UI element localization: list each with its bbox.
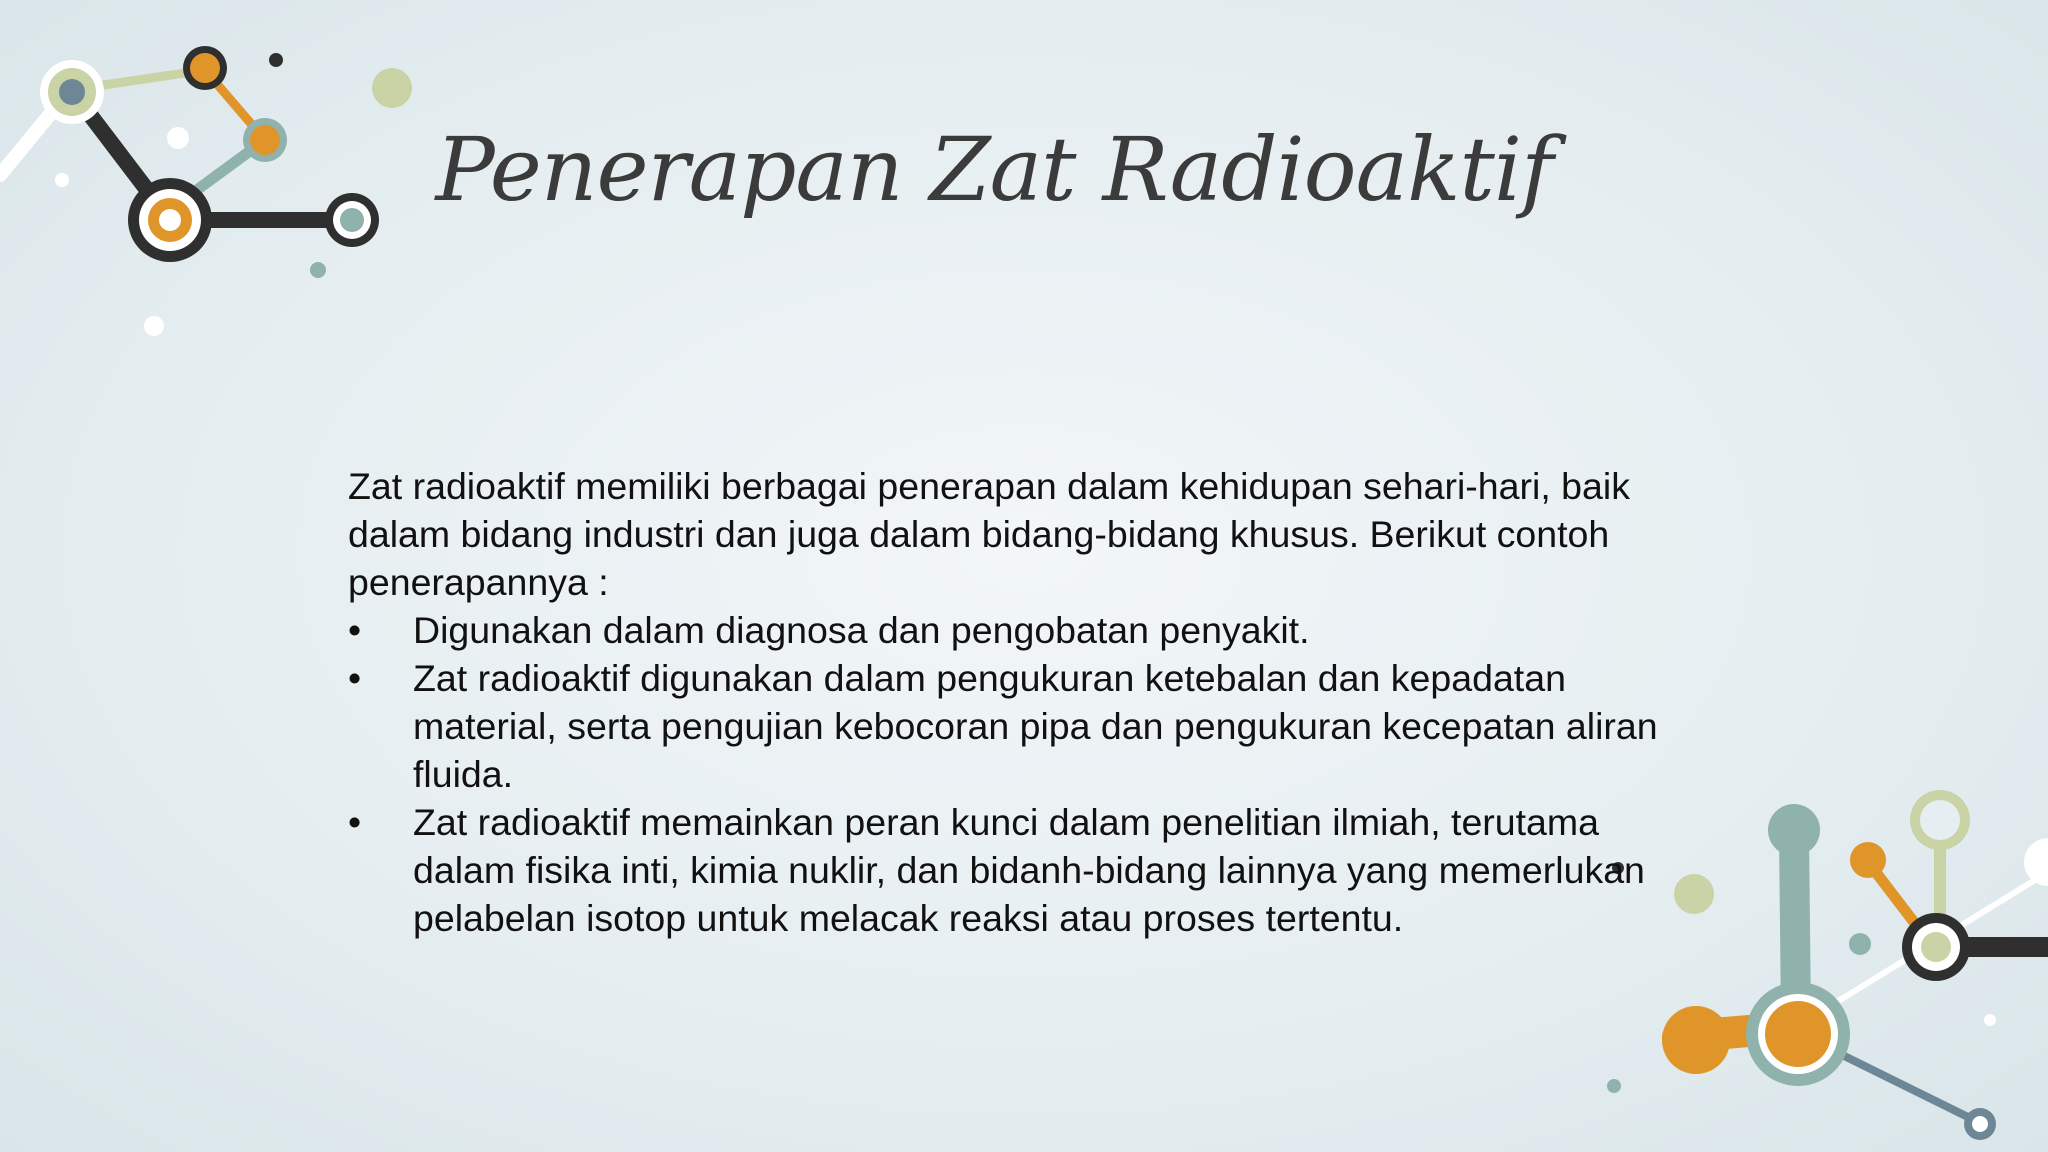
bullet-marker: • <box>348 657 362 699</box>
bullet-marker: • <box>348 801 362 843</box>
bullet-marker: • <box>348 609 362 651</box>
slide-title-text: Penerapan Zat Radioaktif <box>435 118 1553 221</box>
slide-body <box>348 462 1708 942</box>
list-item <box>348 606 1708 654</box>
bullet-text: Digunakan dalam diagnosa dan pengobatan penyakit. <box>413 609 1310 651</box>
list-item <box>348 798 1708 942</box>
bullet-text: Zat radioaktif digunakan dalam pengukuran ketebalan dan kepadatan material, serta pengujian kebocoran pipa dan pengukuran kecepatan aliran fluida. <box>413 657 1658 795</box>
bullet-text: Zat radioaktif memainkan peran kunci dalam penelitian ilmiah, terutama dalam fisika inti, kimia nuklir, dan bidanh-bidang lainnya yang memerlukan pelabelan isotop untuk melacak reaksi atau proses tertentu. <box>413 801 1645 939</box>
slide-title <box>0 118 2048 221</box>
intro-paragraph: Zat radioaktif memiliki berbagai penerapan dalam kehidupan sehari-hari, baik dalam bidang industri dan juga dalam bidang-bidang khusus. Berikut contoh penerapannya : <box>348 465 1630 603</box>
bullet-list <box>348 606 1708 942</box>
list-item <box>348 654 1708 798</box>
